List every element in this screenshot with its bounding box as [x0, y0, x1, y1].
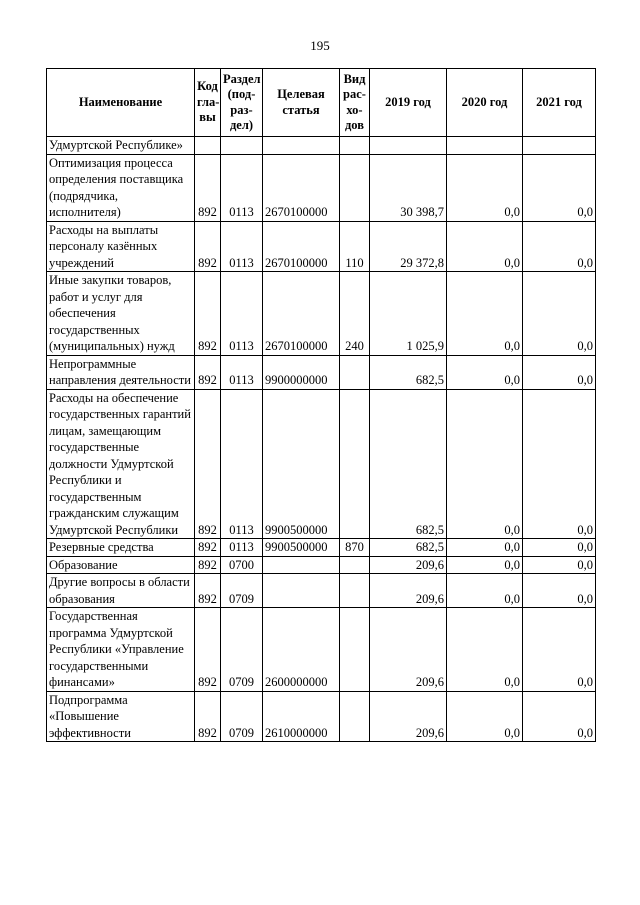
- table-row: [47, 221, 596, 272]
- table-row: [47, 137, 596, 155]
- cell-section: 0113: [221, 389, 263, 539]
- cell-2020: [447, 137, 523, 155]
- cell-name: Образование: [47, 556, 195, 574]
- header-2019: 2019 год: [370, 69, 447, 137]
- cell-chapter-code: 892: [195, 574, 221, 608]
- cell-2019: [370, 137, 447, 155]
- cell-target-article: 2610000000: [263, 691, 340, 742]
- cell-2020: 0,0: [447, 608, 523, 692]
- cell-target-article: 9900000000: [263, 355, 340, 389]
- cell-2021: 0,0: [523, 539, 596, 557]
- cell-chapter-code: 892: [195, 355, 221, 389]
- cell-chapter-code: 892: [195, 539, 221, 557]
- cell-target-article: [263, 574, 340, 608]
- cell-2019: 209,6: [370, 691, 447, 742]
- cell-2021: 0,0: [523, 556, 596, 574]
- cell-expense-kind: [340, 389, 370, 539]
- cell-expense-kind: [340, 556, 370, 574]
- cell-target-article: 2670100000: [263, 221, 340, 272]
- cell-section: 0113: [221, 355, 263, 389]
- cell-chapter-code: 892: [195, 556, 221, 574]
- cell-name: Резервные средства: [47, 539, 195, 557]
- cell-section: 0709: [221, 691, 263, 742]
- cell-2020: 0,0: [447, 355, 523, 389]
- cell-2019: 209,6: [370, 556, 447, 574]
- header-target-article: Целевая статья: [263, 69, 340, 137]
- cell-expense-kind: [340, 608, 370, 692]
- cell-name: Расходы на обеспечение государственных гарантий лицам, замещающим государственные должности Удмуртской Республики и государственным гражданским служащим Удмуртской Республики: [47, 389, 195, 539]
- cell-2021: 0,0: [523, 691, 596, 742]
- cell-chapter-code: 892: [195, 221, 221, 272]
- cell-target-article: 2600000000: [263, 608, 340, 692]
- cell-2020: 0,0: [447, 389, 523, 539]
- header-2021: 2021 год: [523, 69, 596, 137]
- cell-2019: 209,6: [370, 574, 447, 608]
- cell-name: Оптимизация процесса определения поставщика (подрядчика, исполнителя): [47, 154, 195, 221]
- cell-2019: 682,5: [370, 389, 447, 539]
- cell-chapter-code: 892: [195, 608, 221, 692]
- cell-2019: 1 025,9: [370, 272, 447, 356]
- table-row: [47, 154, 596, 221]
- cell-2021: [523, 137, 596, 155]
- cell-2021: 0,0: [523, 389, 596, 539]
- cell-expense-kind: [340, 154, 370, 221]
- cell-name: Непрограммные направления деятельности: [47, 355, 195, 389]
- cell-2019: 682,5: [370, 539, 447, 557]
- cell-section: [221, 137, 263, 155]
- cell-expense-kind: [340, 355, 370, 389]
- cell-2020: 0,0: [447, 574, 523, 608]
- table-row: [47, 574, 596, 608]
- cell-section: 0700: [221, 556, 263, 574]
- cell-target-article: [263, 137, 340, 155]
- cell-name: Подпрограмма «Повышение эффективности: [47, 691, 195, 742]
- cell-section: 0113: [221, 272, 263, 356]
- cell-section: 0113: [221, 539, 263, 557]
- table-row: [47, 691, 596, 742]
- table-row: [47, 272, 596, 356]
- header-chapter-code: Код гла- вы: [195, 69, 221, 137]
- table-row: [47, 539, 596, 557]
- cell-chapter-code: 892: [195, 272, 221, 356]
- header-section: Раздел (под- раз- дел): [221, 69, 263, 137]
- cell-chapter-code: 892: [195, 154, 221, 221]
- cell-2021: 0,0: [523, 355, 596, 389]
- cell-section: 0709: [221, 574, 263, 608]
- cell-expense-kind: 240: [340, 272, 370, 356]
- cell-name: Государственная программа Удмуртской Республики «Управление государственными финансами»: [47, 608, 195, 692]
- cell-name: Иные закупки товаров, работ и услуг для обеспечения государственных (муниципальных) нужд: [47, 272, 195, 356]
- cell-2020: 0,0: [447, 154, 523, 221]
- cell-2021: 0,0: [523, 574, 596, 608]
- cell-expense-kind: [340, 691, 370, 742]
- cell-expense-kind: [340, 137, 370, 155]
- cell-target-article: 2670100000: [263, 272, 340, 356]
- cell-2021: 0,0: [523, 272, 596, 356]
- table-row: [47, 556, 596, 574]
- cell-target-article: 9900500000: [263, 539, 340, 557]
- header-row: [47, 69, 596, 137]
- budget-table: [46, 68, 596, 742]
- cell-target-article: 9900500000: [263, 389, 340, 539]
- cell-chapter-code: 892: [195, 389, 221, 539]
- header-name: Наименование: [47, 69, 195, 137]
- cell-name: Удмуртской Республике»: [47, 137, 195, 155]
- header-2020: 2020 год: [447, 69, 523, 137]
- cell-2020: 0,0: [447, 691, 523, 742]
- cell-2020: 0,0: [447, 272, 523, 356]
- table-row: [47, 355, 596, 389]
- table-row: [47, 389, 596, 539]
- cell-2020: 0,0: [447, 221, 523, 272]
- cell-chapter-code: [195, 137, 221, 155]
- cell-expense-kind: 110: [340, 221, 370, 272]
- cell-section: 0709: [221, 608, 263, 692]
- cell-name: Другие вопросы в области образования: [47, 574, 195, 608]
- cell-expense-kind: [340, 574, 370, 608]
- header-expense-kind: Вид рас- хо- дов: [340, 69, 370, 137]
- cell-target-article: [263, 556, 340, 574]
- cell-2019: 30 398,7: [370, 154, 447, 221]
- cell-2020: 0,0: [447, 539, 523, 557]
- cell-section: 0113: [221, 221, 263, 272]
- cell-expense-kind: 870: [340, 539, 370, 557]
- cell-2019: 209,6: [370, 608, 447, 692]
- cell-2019: 682,5: [370, 355, 447, 389]
- cell-2021: 0,0: [523, 221, 596, 272]
- cell-target-article: 2670100000: [263, 154, 340, 221]
- cell-chapter-code: 892: [195, 691, 221, 742]
- cell-2019: 29 372,8: [370, 221, 447, 272]
- cell-2021: 0,0: [523, 608, 596, 692]
- cell-name: Расходы на выплаты персоналу казённых учреждений: [47, 221, 195, 272]
- table-row: [47, 608, 596, 692]
- page-number: 195: [310, 38, 330, 53]
- cell-2021: 0,0: [523, 154, 596, 221]
- cell-2020: 0,0: [447, 556, 523, 574]
- cell-section: 0113: [221, 154, 263, 221]
